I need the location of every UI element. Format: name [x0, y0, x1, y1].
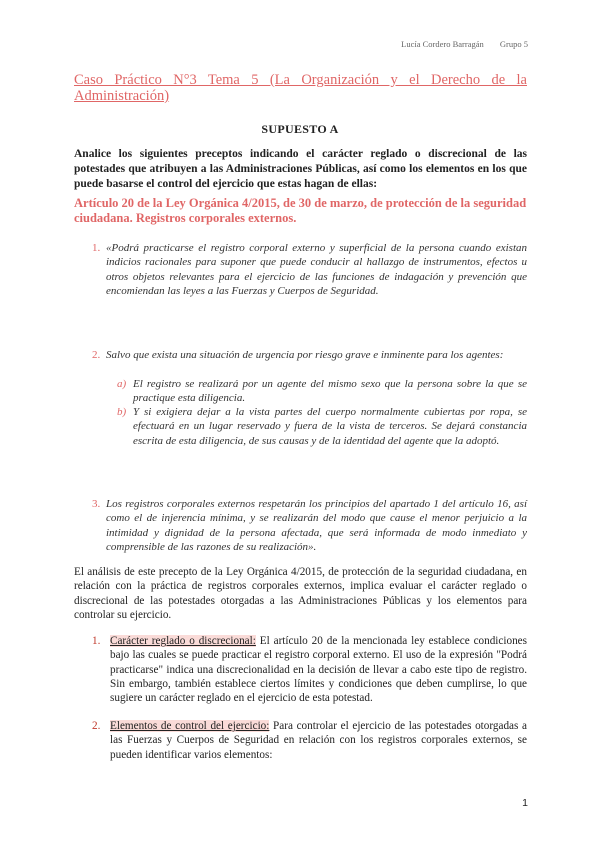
quote-item-3 — [92, 497, 527, 554]
analysis-item-2 — [92, 719, 527, 762]
quote-subitem-text: Y si exigiera dejar a la vista partes del cuerpo normalmente cubiertas por ropa, se efectuará en un lugar reservado y fuera de la vista de terceros. Se dejará constancia escrita de esta diligencia, de sus causas y de la identidad del agente que la adoptó. — [133, 406, 527, 447]
item-number: 2. — [92, 720, 101, 732]
page-header — [387, 39, 528, 49]
document-title: Caso Práctico N°3 Tema 5 (La Organización y el Derecho de la Administración) — [74, 72, 527, 104]
quote-item-text: Salvo que exista una situación de urgencia por riesgo grave e inminente para los agentes: — [106, 349, 504, 361]
quote-subitem-a — [117, 377, 527, 406]
quote-item-1 — [92, 241, 527, 298]
item-label: Carácter reglado o discrecional: — [110, 635, 256, 647]
item-text: Para controlar el ejercicio de las potestades otorgadas a las Fuerzas y Cuerpos de Seguridad en relación con los registros corporales externos, se pueden identificar varios elementos: — [110, 720, 527, 761]
header-author: Lucía Cordero Barragán — [401, 39, 484, 49]
quote-item-number: 1. — [92, 242, 101, 254]
analysis-paragraph: El análisis de este precepto de la Ley Orgánica 4/2015, de protección de la seguridad ciudadana, en relación con la práctica de registros corporales externos, implica evaluar el carácter reglado o discrecional de las potestades otorgadas a las Administraciones Públicas y los elementos para controlar su ejercicio. — [74, 566, 527, 621]
analysis-item-1 — [92, 634, 527, 705]
page-number: 1 — [522, 797, 528, 809]
item-number: 1. — [92, 635, 101, 647]
article-heading: Artículo 20 de la Ley Orgánica 4/2015, de 30 de marzo, de protección de la seguridad ciudadana. Registros corporales externos. — [74, 196, 527, 225]
quote-subitem-letter: b) — [117, 406, 127, 418]
quote-subitem-letter: a) — [117, 378, 127, 390]
section-heading: SUPUESTO A — [261, 122, 339, 136]
quote-item-2 — [92, 348, 527, 362]
intro-paragraph: Analice los siguientes preceptos indicando el carácter reglado o discrecional de las potestades que atribuyen a las Administraciones Públicas, así como los elementos en los que puede basarse el control del ejercicio que estas hagan de ellas: — [74, 148, 527, 190]
quote-subitem-b — [117, 405, 527, 448]
quote-item-text: Los registros corporales externos respetarán los principios del apartado 1 del artículo 16, así como el de injerencia mínima, y se realizarán del modo que cause el menor perjuicio a la intimidad y dignidad de la persona afectada, que será informada de modo inmediato y comprensible de las razones de su realización». — [106, 498, 527, 553]
header-group: Grupo 5 — [499, 39, 528, 49]
quote-subitem-text: El registro se realizará por un agente del mismo sexo que la persona sobre la que se practique esta diligencia. — [133, 378, 527, 405]
quote-item-number: 3. — [92, 498, 101, 510]
item-label: Elementos de control del ejercicio: — [110, 720, 270, 732]
item-text: El artículo 20 de la mencionada ley establece condiciones bajo las cuales se puede practicar el registro corporal externo. El uso de la expresión "Podrá practicarse" indica una discrecionalidad en la decisión de llevar a cabo este tipo de registro. Sin embargo, también establece ciertos límites y condiciones que deben cumplirse, lo que sugiere un carácter reglado en el ejercicio de esta potestad. — [110, 635, 527, 705]
quote-item-text: «Podrá practicarse el registro corporal externo y superficial de la persona cuando existan indicios racionales para suponer que puede conducir al hallazgo de instrumentos, efectos u otros objetos relevantes para el ejercicio de las funciones de indagación y prevención que encomiendan las leyes a las Fuerzas y Cuerpos de Seguridad. — [106, 242, 527, 297]
quote-item-number: 2. — [92, 349, 101, 361]
